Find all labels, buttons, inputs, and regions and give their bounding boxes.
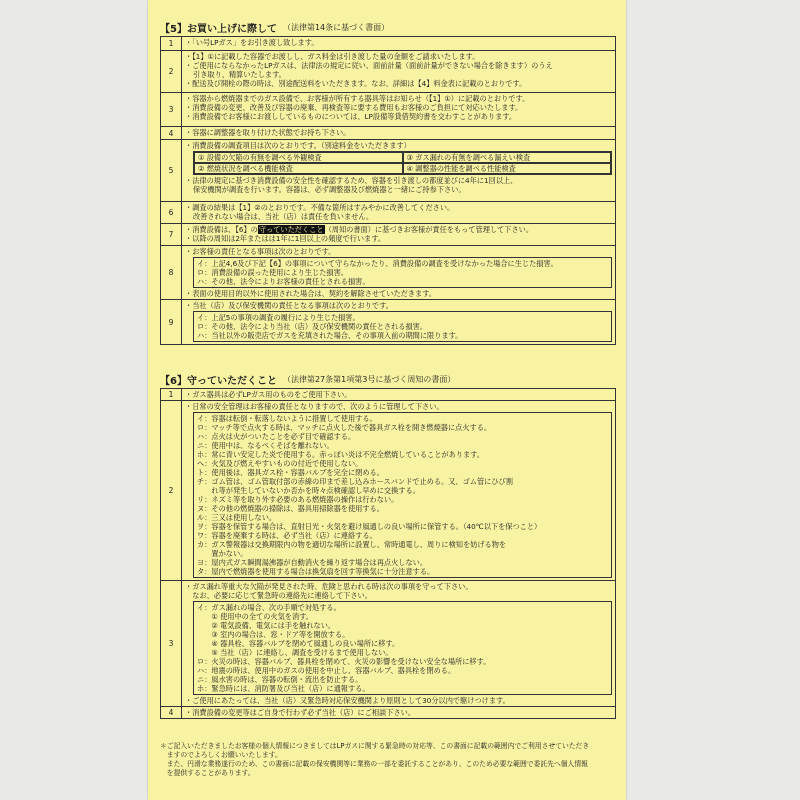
table-row (161, 401, 616, 581)
row-content (182, 127, 616, 140)
text-fragment: （周知の書面）に基づきお客様が責任をもって管理して下さい。 (324, 225, 534, 234)
emergency-step: ② 電気設備、電気には手を触れない。 (197, 621, 336, 630)
inspection-item: ③ ガス漏れの有無を調べる漏えい検査 (403, 152, 612, 163)
row-content (182, 707, 616, 719)
row-content (182, 300, 616, 345)
safety-rule: チ：ゴム管は、ゴム管取付部の赤線の印まで差し込みホースバンドで止める。又、ゴム管にひび割 (197, 477, 513, 486)
safety-rules-box (193, 412, 612, 578)
text-line: ・ガス器具は必ずLPガス用のものをご使用下さい。 (185, 390, 352, 399)
section6-header (160, 372, 455, 386)
emergency-step: ⑤ 当社（店）に連絡し、調査を受けるまで使用しない。 (197, 648, 393, 657)
safety-rule: ハ：点火は火がついたことを必ず目で確認する。 (197, 432, 356, 441)
row-content (182, 581, 616, 707)
section5-header (160, 20, 389, 34)
text-line: ・お客様の責任となる事項は次のとおりです。 (185, 247, 336, 256)
section6-table (160, 388, 616, 719)
emergency-step: ④ 器具栓、容器バルブを閉めて風通しの良い場所に移す。 (197, 639, 400, 648)
emergency-step: ロ：火災の時は、容器バルブ、器具栓を閉めて、火災の影響を受けない安全な場所に移す。 (197, 657, 491, 666)
safety-rule: イ：容器は転倒・転落しないように措置して使用する。 (197, 414, 377, 423)
row-number: 1 (161, 37, 182, 51)
text-line: イ：上記4,6及び下記【6】の事項について守らなかったり、消費設備の調査を受けなかった場合に生じた損害。 (197, 259, 558, 268)
row-number: 1 (161, 389, 182, 401)
row-number: 2 (161, 51, 182, 93)
row-content (182, 246, 616, 300)
safety-rule: ニ：使用中は、なるべくそばを離れない。 (197, 441, 334, 450)
emergency-step: ホ：緊急時には、消防署及び当社（店）に通報する。 (197, 684, 370, 693)
text-line: ・消費設備の変更、改善及び容器の廃棄、再検査等に要する費用もお客様のご負担にて対応いたします。 (185, 103, 523, 112)
text-line: 引き取り、精算いたします。 (193, 70, 286, 79)
text-line (185, 225, 612, 234)
row-content (182, 202, 616, 224)
text-line: ・表面の使用目的以外に使用された場合は、契約を解除させていただきます。 (185, 289, 436, 298)
safety-rule: リ：ネズミ等を取り外す必要のある燃焼器の操作は行わない。 (197, 495, 399, 504)
privacy-footnote (160, 742, 616, 778)
safety-rule: ヨ：屋内式ガス瞬間湯沸器が自動消火を繰り返す場合は再点火しない。 (197, 558, 428, 567)
row-number: 8 (161, 246, 182, 300)
row-number: 4 (161, 127, 182, 140)
safety-rule: タ：屋内で燃焼器を使用する場合は換気扇を回す等換気に十分注意する。 (197, 567, 435, 576)
row-content (182, 401, 616, 581)
text-line: 改善されない場合は、当社（店）は責任を負いません。 (193, 212, 374, 221)
text-line: ハ：当社以外の販売店でガスを充填された場合、その事項入前の期間に限ります。 (197, 331, 463, 340)
row-number: 7 (161, 224, 182, 246)
text-line: ・容器から燃焼器までのガス設備で、お客様が所有する器具等はお知らせ（【1】①）に記載のとおりです。 (185, 94, 530, 103)
text-line: ハ：その他、法令によりお客様の責任とされる損害。 (197, 277, 370, 286)
text-line: ・ガス漏れ等重大な欠陥が発見された時、危険と思われる時は次の事項を守って下さい。 (185, 582, 473, 591)
inspection-item: ① 設備の欠陥の有無を調べる外観検査 (194, 152, 403, 163)
table-row (161, 202, 616, 224)
emergency-step: ハ：地震の時は、使用中のガスの使用を中止し、容器バルブ、器具栓を閉める。 (197, 666, 456, 675)
row-content (182, 93, 616, 127)
table-row (161, 300, 616, 345)
table-row (161, 246, 616, 300)
safety-rule: ホ：常に青い安定した炎で使用する。赤っぽい炎は不完全燃焼していることがあります。 (197, 450, 484, 459)
text-line: ・ご使用にあたっては、当社（店）又緊急時対応保安機関より原則として30分以内で駆けつけます。 (185, 696, 510, 705)
text-line: ・消費設備の調査項目は次のとおりです。（別途料金をいただきます） (185, 141, 411, 150)
text-line: ロ：その他、法令により当社（店）及び保安機関の責任とされる損害。 (197, 322, 428, 331)
safety-rule: へ：火気及び燃えやすいものの付近で使用しない。 (197, 459, 363, 468)
row-number: 4 (161, 707, 182, 719)
table-row (161, 581, 616, 707)
row-number: 5 (161, 140, 182, 202)
text-line: ・「い号LPガス」をお引き渡し致します。 (185, 38, 319, 47)
safety-rule: ヌ：その他の燃焼器の掃除は、器具用掃除器を使用する。 (197, 504, 384, 513)
table-row (161, 707, 616, 719)
text-line: ・以降の周知は2年またはは1年に1回以上の頻度で行います。 (185, 234, 386, 243)
inspection-items-grid (193, 151, 612, 175)
section5-subtitle: （法律第14条に基づく書面） (282, 22, 390, 32)
row-content (182, 37, 616, 51)
text-line: ・調査の結果は【1】②のとおりです。不備な箇所はすみやかに改善してください。 (185, 203, 455, 212)
row-number: 2 (161, 401, 182, 581)
inspection-item: ② 燃焼状況を調べる機能検査 (194, 163, 403, 174)
row-number: 6 (161, 202, 182, 224)
safety-rule: 置かない。 (197, 549, 248, 558)
safety-rule: カ：ガス警報器は交換期限内の物を適切な場所に設置し、常時通電し、周りに検知を妨げる物を (197, 540, 507, 549)
row-number: 3 (161, 581, 182, 707)
row-content (182, 224, 616, 246)
row-content (182, 140, 616, 202)
table-row (161, 51, 616, 93)
emergency-step: ① 使用中の全ての火気を消す。 (197, 612, 313, 621)
row-content (182, 389, 616, 401)
text-line: 保安機関が調査を行います。容器は、必ず調整器及び燃焼器と一緒にご持参下さい。 (193, 185, 466, 194)
emergency-step: イ：ガス漏れの場合、次の手順で対処する。 (197, 603, 341, 612)
text-line: ・当社（店）及び保安機関の責任となる事項は次のとおりです。 (185, 301, 393, 310)
document-page (148, 0, 626, 800)
emergency-box (193, 601, 612, 695)
text-line: ロ：消費設備の誤った使用により生じた損害。 (197, 268, 348, 277)
row-content (182, 51, 616, 93)
highlight-label: 守っていただくこと (258, 225, 324, 234)
responsibility-box (193, 311, 612, 342)
section6-subtitle: （法律第27条第1項第3号に基づく周知の書面） (282, 374, 456, 384)
inspection-item: ④ 調整器の性能を調べる性能検査 (403, 163, 612, 174)
row-number: 3 (161, 93, 182, 127)
safety-rule: ワ：容器を廃棄する時は、必ず当社（店）に連絡する。 (197, 531, 377, 540)
table-row (161, 93, 616, 127)
text-fragment: ・消費設備は、【6】の (185, 225, 258, 234)
footnote-line: を提供することがあります。 (160, 769, 255, 777)
text-line: ・消費設備の変更等はご自身で行わず必ず当社（店）にご相談下さい。 (185, 708, 416, 717)
table-row (161, 140, 616, 202)
footnote-line: また、円滑な業務遂行のため、この書面に記載の保安機関等に業務の一部を委託することがあり、このため必要な範囲で委託先へ個人情報 (160, 760, 588, 768)
text-line: ・配送及び開栓の際の時は、別途配送料をいただきます。なお、詳細は【4】料金表に記載のとおりです。 (185, 79, 527, 88)
table-row (161, 37, 616, 51)
safety-rule: れ等が発生していないか否かを時々点検確認し早めに交換する。 (197, 486, 420, 495)
table-row (161, 389, 616, 401)
safety-rule: ヲ：容器を保管する場合は、直射日光・火気を避け風通しの良い場所に保管する。（40℃以下を保つこと） (197, 522, 542, 531)
section6-title: 【6】守っていただくこと (160, 375, 277, 387)
text-line: ・容器に調整器を取り付けた状態でお持ち下さい。 (185, 128, 351, 137)
row-number: 9 (161, 300, 182, 345)
text-line: イ：上記5の事項の調査の履行により生じた損害。 (197, 313, 360, 322)
text-line: ・法律の規定に基づき消費設備の安全性を確認するため、容器を引き渡しの都度並びに4年に1回以上、 (185, 176, 518, 185)
responsibility-box (193, 257, 612, 288)
safety-rule: ル：三又は使用しない。 (197, 513, 277, 522)
table-row (161, 224, 616, 246)
table-row (161, 127, 616, 140)
footnote-line: ＊ご記入いただきましたお客様の個人情報につきましてはLPガスに関する緊急時の対応等、この書面に記載の範囲内でご利用させていただき (160, 742, 590, 750)
text-line: ・ご使用にならなかったLPガスは、法律法の規定に従い、面前計量（面前計量ができない場合を除きます）のうえ (185, 61, 553, 70)
footnote-line: ますのでよろしくお願いいたします。 (160, 751, 282, 759)
safety-rule: ロ：マッチ等で点火する時は、マッチに点火した後で器具ガス栓を開き燃焼器に点火する。 (197, 423, 492, 432)
emergency-step: ニ：風水害の時は、容器の転倒・流出を防止する。 (197, 675, 363, 684)
emergency-step: ③ 室内の場合は、窓・ドア等を開放する。 (197, 630, 350, 639)
text-line: ・日常の安全管理はお客様の責任となりますので、次のように管理して下さい。 (185, 402, 444, 411)
section5-title: 【5】お買い上げに際して (160, 23, 277, 35)
text-line: ・消費設備でお客様にお渡ししているものについては、LP設備等貸借契約書を交わすことがあります。 (185, 112, 517, 121)
section5-table (160, 36, 616, 345)
safety-rule: ト：使用後は、器具ガス栓・容器バルブを完全に閉める。 (197, 468, 384, 477)
text-line: ・【1】①に記載した容器でお渡しし、ガス料金は引き渡した量の金額をご請求いたします。 (185, 52, 480, 61)
text-line: なお、必要に応じて緊急時の連絡先に連絡して下さい。 (185, 591, 372, 600)
